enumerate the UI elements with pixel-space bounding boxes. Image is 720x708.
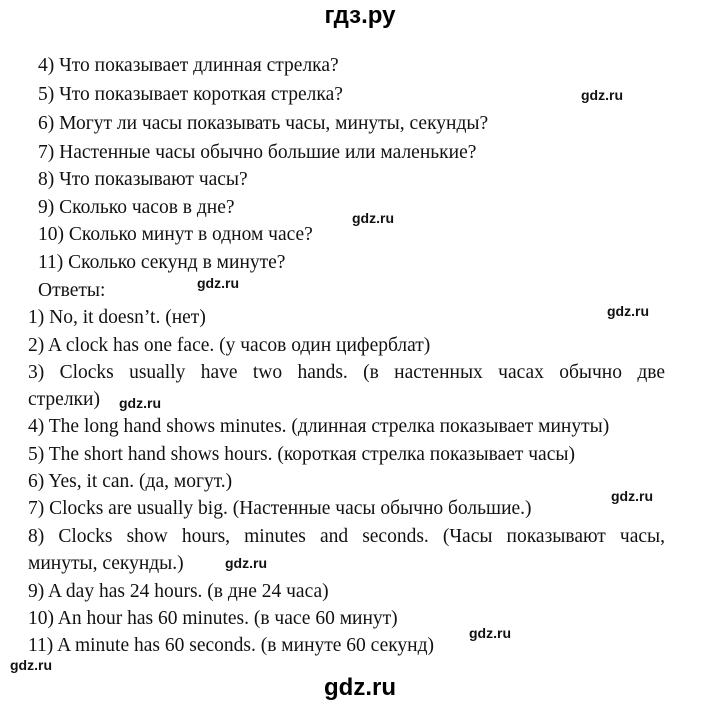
watermark: gdz.ru <box>119 395 161 411</box>
answer-4: 4) The long hand shows minutes. (длинная стрелка показывает минуты) <box>28 416 610 437</box>
question-10: 10) Сколько минут в одном часе? <box>38 224 313 245</box>
question-11: 11) Сколько секунд в минуте? <box>38 252 286 273</box>
answer-2: 2) A clock has one face. (у часов один циферблат) <box>28 335 431 356</box>
site-footer-logo: gdz.ru <box>324 674 396 701</box>
question-5: 5) Что показывает короткая стрелка? <box>38 84 343 105</box>
watermark: gdz.ru <box>581 87 623 103</box>
answer-9: 9) A day has 24 hours. (в дне 24 часа) <box>28 581 329 602</box>
answer-11: 11) A minute has 60 seconds. (в минуте 60 секунд) <box>28 635 435 656</box>
answer-10: 10) An hour has 60 minutes. (в часе 60 минут) <box>28 608 398 629</box>
watermark: gdz.ru <box>469 625 511 641</box>
watermark: gdz.ru <box>10 657 52 673</box>
site-header-title: гдз.ру <box>324 2 396 29</box>
watermark: gdz.ru <box>611 488 653 504</box>
answer-8-continued: минуты, секунды.) <box>28 553 184 574</box>
watermark: gdz.ru <box>225 555 267 571</box>
question-9: 9) Сколько часов в дне? <box>38 197 235 218</box>
answer-8: 8) Clocks show hours, minutes and seconds. (Часы показывают часы, <box>28 526 665 547</box>
question-6: 6) Могут ли часы показывать часы, минуты, секунды? <box>38 113 489 134</box>
answer-3: 3) Clocks usually have two hands. (в настенных часах обычно две <box>28 362 665 383</box>
question-4: 4) Что показывает длинная стрелка? <box>38 55 339 76</box>
answer-7: 7) Clocks are usually big. (Настенные часы обычно большие.) <box>28 498 532 519</box>
question-7: 7) Настенные часы обычно большие или маленькие? <box>38 142 477 163</box>
answer-6: 6) Yes, it can. (да, могут.) <box>28 471 233 492</box>
question-8: 8) Что показывают часы? <box>38 169 248 190</box>
watermark: gdz.ru <box>352 210 394 226</box>
answer-1: 1) No, it doesn’t. (нет) <box>28 307 206 328</box>
answer-5: 5) The short hand shows hours. (короткая стрелка показывает часы) <box>28 444 575 465</box>
watermark: gdz.ru <box>197 275 239 291</box>
watermark: gdz.ru <box>607 303 649 319</box>
answer-3-continued: стрелки) <box>28 389 100 410</box>
answers-heading: Ответы: <box>38 280 106 301</box>
